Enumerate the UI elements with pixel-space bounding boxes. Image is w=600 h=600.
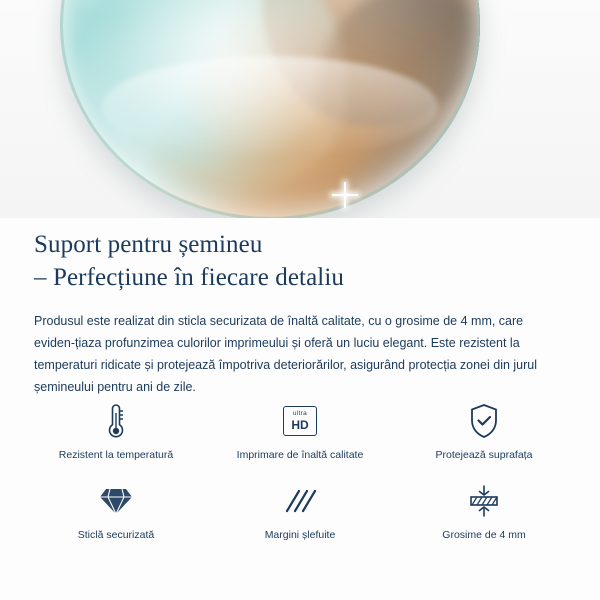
ultra-hd-icon: ultra HD <box>283 400 317 442</box>
feature-label: Rezistent la temperatură <box>58 449 174 461</box>
feature-label: Margini șlefuite <box>264 529 336 541</box>
headline-line-1: Suport pentru șemineu <box>34 231 263 258</box>
feature-item-thickness <box>392 480 576 552</box>
headline-line-2: – Perfecțiune în fiecare detaliu <box>34 264 344 291</box>
feature-item-polished-edges <box>208 480 392 552</box>
text-content <box>0 218 600 398</box>
feature-grid <box>0 400 600 552</box>
feature-item-temperature <box>24 400 208 472</box>
hero-image <box>0 0 600 218</box>
feature-label: Protejează suprafața <box>435 449 533 461</box>
feature-label: Sticlă securizată <box>77 529 155 541</box>
feature-item-surface-protection <box>392 400 576 472</box>
feature-label: Imprimare de înaltă calitate <box>236 449 364 461</box>
thickness-icon <box>466 480 502 522</box>
page-title <box>34 228 566 294</box>
polished-edges-icon <box>283 480 317 522</box>
feature-item-tempered-glass <box>24 480 208 552</box>
description-paragraph: Produsul este realizat din sticla securizata de înaltă calitate, cu o grosime de 4 mm, care eviden-țiaza profunzimea culorilor imprimeului și oferă un luciu elegant. Este rezistent la temperaturi ridicate și protejează împotriva deteriorărilor, asigurând protecția zonei din jurul șemineului pentru ani de zile. <box>34 314 538 394</box>
thermometer-icon <box>105 400 127 442</box>
diamond-icon <box>98 480 134 522</box>
shield-check-icon <box>468 400 500 442</box>
feature-label: Grosime de 4 mm <box>442 529 526 541</box>
feature-item-print-quality <box>208 400 392 472</box>
